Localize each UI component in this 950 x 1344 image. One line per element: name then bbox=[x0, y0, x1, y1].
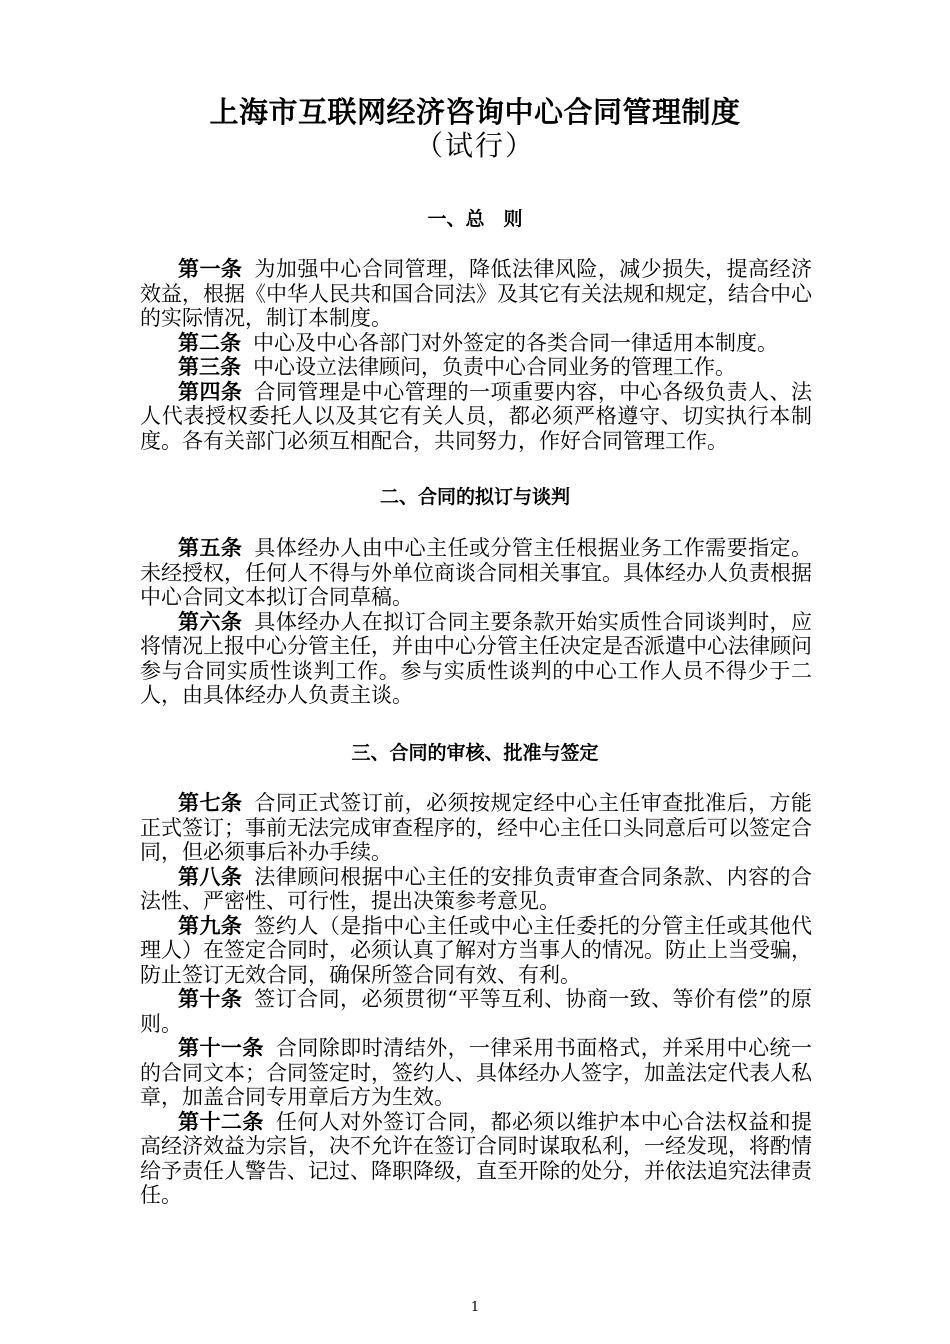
article-number: 第八条 bbox=[178, 864, 243, 889]
document-title: 上海市互联网经济咨询中心合同管理制度 bbox=[209, 95, 741, 129]
article-6 bbox=[140, 610, 812, 708]
article-11 bbox=[140, 1036, 812, 1110]
article-text: 法律顾问根据中心主任的安排负责审查合同条款、内容的合法性、严密性、可行性，提出决策参考意见。 bbox=[140, 864, 813, 913]
article-number: 第七条 bbox=[178, 791, 243, 815]
article-9 bbox=[140, 914, 812, 988]
article-text: 合同管理是中心管理的一项重要内容，中心各级负责人、法人代表授权委托人以及其它有关人员，都必须严格遵守、切实执行本制度。各有关部门必须互相配合，共同努力，作好合同管理工作。 bbox=[140, 379, 813, 453]
section-body-review bbox=[140, 791, 812, 1208]
article-number: 第六条 bbox=[178, 609, 243, 634]
article-4 bbox=[140, 380, 812, 454]
section-heading-drafting: 二、合同的拟订与谈判 bbox=[379, 486, 570, 508]
article-3 bbox=[140, 355, 812, 380]
article-number: 第二条 bbox=[178, 330, 241, 355]
article-number: 第三条 bbox=[178, 355, 241, 379]
page-number: 1 bbox=[470, 1300, 480, 1315]
article-text: 具体经办人由中心主任或分管主任根据业务工作需要指定。未经授权，任何人不得与外单位商谈合同相关事宜。具体经办人负责根据中心合同文本拟订合同草稿。 bbox=[140, 536, 813, 609]
article-number: 第十二条 bbox=[178, 1109, 264, 1134]
article-text: 为加强中心合同管理，降低法律风险，减少损失，提高经济效益，根据《中华人民共和国合同法》及其它有关法规和规定，结合中心的实际情况，制订本制度。 bbox=[140, 257, 813, 330]
section-heading-general: 一、总 则 bbox=[427, 208, 523, 230]
article-number: 第四条 bbox=[178, 379, 243, 404]
article-text: 中心设立法律顾问，负责中心合同业务的管理工作。 bbox=[253, 355, 736, 379]
article-text: 具体经办人在拟订合同主要条款开始实质性合同谈判时，应将情况上报中心分管主任，并由中心分管主任决定是否派遣中心法律顾问参与合同实质性谈判工作。参与实质性谈判的中心工作人员不得少于二人，由具体经办人负责主谈。 bbox=[140, 609, 813, 707]
document-subtitle: （试行） bbox=[414, 129, 535, 162]
article-number: 第九条 bbox=[178, 913, 243, 938]
article-10 bbox=[140, 987, 812, 1036]
article-number: 第十一条 bbox=[178, 1036, 264, 1060]
article-8 bbox=[140, 865, 812, 914]
article-number: 第十条 bbox=[178, 987, 243, 1011]
article-5 bbox=[140, 536, 812, 610]
article-12 bbox=[140, 1110, 812, 1208]
article-1 bbox=[140, 257, 812, 331]
article-text: 签约人（是指中心主任或中心主任委托的分管主任或其他代理人）在签定合同时，必须认真了解对方当事人的情况。防止上当受骗，防止签订无效合同，确保所签合同有效、有利。 bbox=[140, 913, 813, 987]
article-text: 签订合同，必须贯彻“平等互利、协商一致、等价有偿”的原则。 bbox=[140, 987, 812, 1036]
section-body-general bbox=[140, 257, 812, 453]
article-2 bbox=[140, 331, 812, 356]
article-text: 任何人对外签订合同，都必须以维护本中心合法权益和提高经济效益为宗旨，决不允许在签订合同时谋取私利，一经发现，将酌情给予责任人警告、记过、降职降级，直至开除的处分，并依法追究法律责任。 bbox=[140, 1109, 812, 1207]
section-heading-review: 三、合同的审核、批准与签定 bbox=[351, 742, 599, 764]
article-text: 合同正式签订前，必须按规定经中心主任审查批准后，方能正式签订；事前无法完成审查程序的，经中心主任口头同意后可以签定合同，但必须事后补办手续。 bbox=[140, 791, 813, 864]
article-text: 中心及中心各部门对外签定的各类合同一律适用本制度。 bbox=[253, 330, 778, 355]
article-number: 第五条 bbox=[178, 536, 243, 560]
article-text: 合同除即时清结外，一律采用书面格式，并采用中心统一的合同文本；合同签定时，签约人、具体经办人签字，加盖法定代表人私章，加盖合同专用章后方为生效。 bbox=[140, 1036, 812, 1109]
article-7 bbox=[140, 791, 812, 865]
article-number: 第一条 bbox=[178, 257, 243, 281]
section-body-drafting bbox=[140, 536, 812, 708]
